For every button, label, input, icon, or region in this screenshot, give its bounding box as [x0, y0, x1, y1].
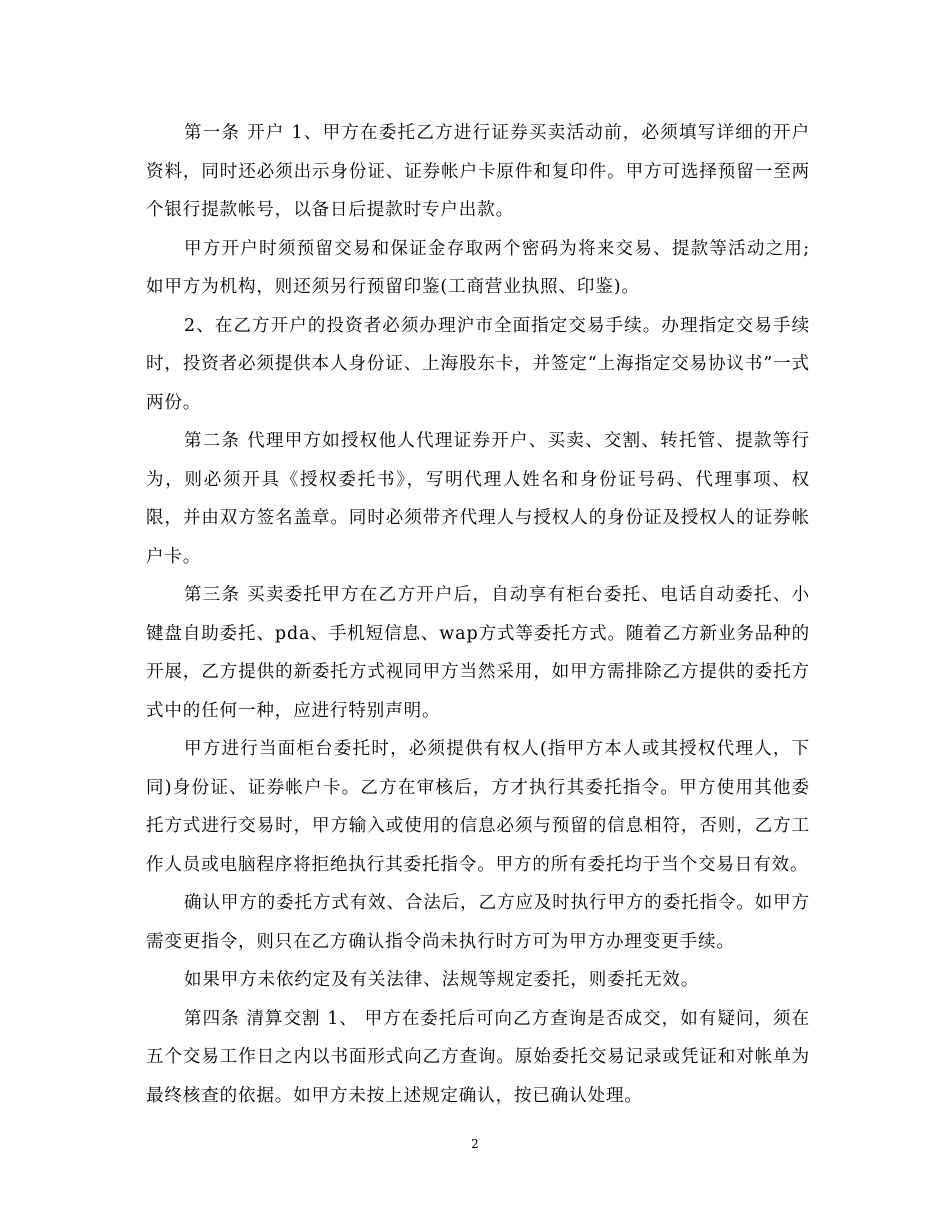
paragraph-invalid-orders: 如果甲方未依约定及有关法律、法规等规定委托，则委托无效。 [184, 970, 700, 990]
paragraph-passwords-and-seals: 甲方开户时须预留交易和保证金存取两个密码为将来交易、提款等活动之用;如甲方为机构，则还须另行预留印鉴(工商营业执照、印鉴)。 [146, 238, 810, 297]
paragraph-article-2-agency: 第二条 代理甲方如授权他人代理证券开户、买卖、交割、转托管、提款等行为，则必须开具《授权委托书》，写明代理人姓名和身份证号码、代理事项、权限，并由双方签名盖章。同时必须带齐代理人与授权人的身份证及授权人的证券帐户卡。 [146, 431, 810, 567]
paragraph-counter-orders: 甲方进行当面柜台委托时，必须提供有权人(指甲方本人或其授权代理人，下同)身份证、证券帐户卡。乙方在审核后，方才执行其委托指令。甲方使用其他委托方式进行交易时，甲方输入或使用的信息必须与预留的信息相符，否则，乙方工作人员或电脑程序将拒绝执行其委托指令。甲方的所有委托均于当个交易日有效。 [146, 739, 810, 875]
paragraph-article-3-orders: 第三条 买卖委托甲方在乙方开户后，自动享有柜台委托、电话自动委托、小键盘自助委托、pda、手机短信息、wap方式等委托方式。随着乙方新业务品种的开展，乙方提供的新委托方式视同甲方当然采用，如甲方需排除乙方提供的委托方式中的任何一种，应进行特别声明。 [146, 585, 810, 721]
paragraph-order-changes: 确认甲方的委托方式有效、合法后，乙方应及时执行甲方的委托指令。如甲方需变更指令，则只在乙方确认指令尚未执行时方可为甲方办理变更手续。 [146, 893, 810, 952]
paragraph-article-1-account-opening: 第一条 开户 1、甲方在委托乙方进行证券买卖活动前，必须填写详细的开户资料，同时还必须出示身份证、证券帐户卡原件和复印件。甲方可选择预留一至两个银行提款帐号，以备日后提款时专户出款。 [146, 123, 810, 220]
document-body [146, 114, 810, 1115]
paragraph-designated-trading: 2、在乙方开户的投资者必须办理沪市全面指定交易手续。办理指定交易手续时，投资者必须提供本人身份证、上海股东卡，并签定“上海指定交易协议书”一式两份。 [146, 315, 810, 413]
page-number: 2 [471, 1137, 479, 1151]
paragraph-article-4-settlement: 第四条 清算交割 1、 甲方在委托后可向乙方查询是否成交，如有疑问，须在五个交易工作日之内以书面形式向乙方查询。原始委托交易记录或凭证和对帐单为最终核查的依据。如甲方未按上述规定确认，按已确认处理。 [146, 1008, 810, 1106]
